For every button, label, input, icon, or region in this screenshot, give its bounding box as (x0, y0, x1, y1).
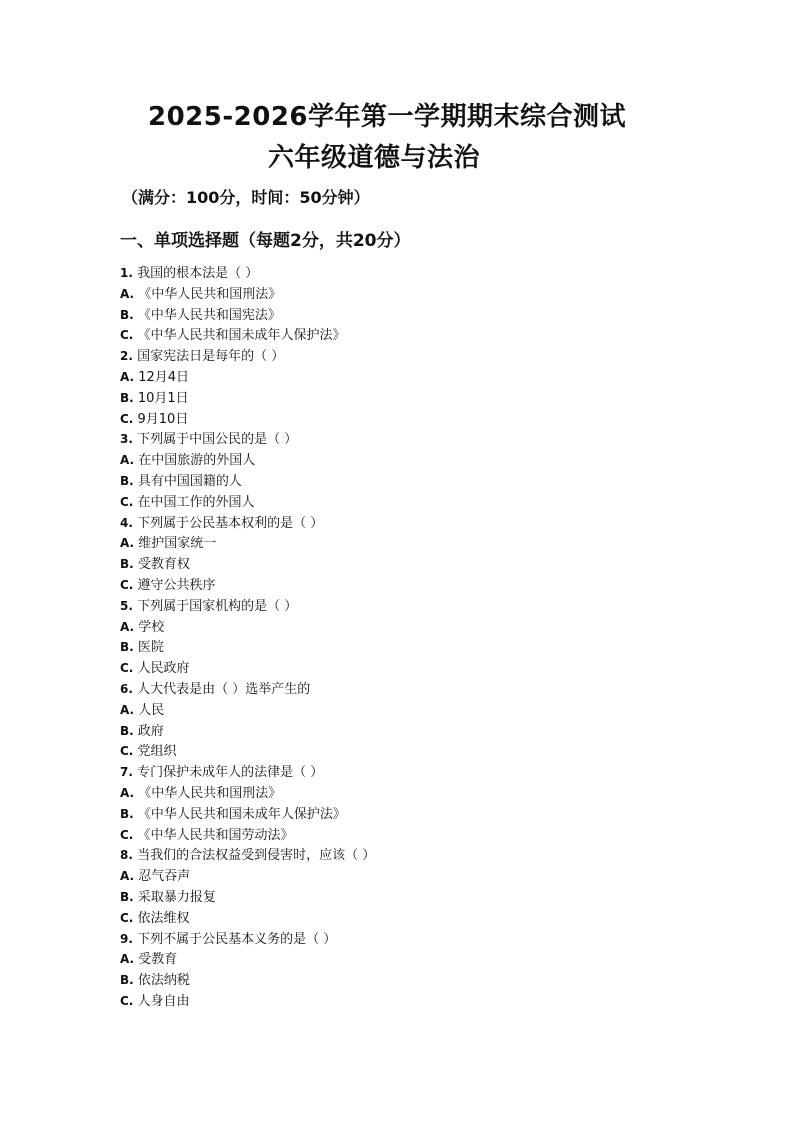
option-text: 9月10日 (137, 411, 189, 427)
option-letter: C. (120, 494, 134, 509)
answer-option (120, 305, 720, 326)
option-text: 人身自由 (137, 993, 190, 1009)
option-letter: B. (120, 557, 134, 572)
answer-option (120, 450, 720, 471)
question-text: 人大代表是由（ ）选举产生的 (137, 681, 311, 697)
answer-option (120, 367, 720, 388)
answer-option (120, 866, 720, 887)
question-text: 下列属于中国公民的是（ ） (137, 432, 298, 448)
option-letter: B. (120, 307, 134, 322)
answer-option (120, 804, 720, 825)
question-text: 下列属于公民基本权利的是（ ） (137, 515, 324, 531)
option-letter: C. (120, 827, 134, 842)
option-letter: C. (120, 328, 134, 343)
option-letter: A. (120, 702, 135, 717)
option-letter: C. (120, 577, 134, 592)
answer-option (120, 991, 720, 1012)
answer-option (120, 637, 720, 658)
question-text: 专门保护未成年人的法律是（ ） (137, 765, 324, 781)
answer-option (120, 533, 720, 554)
answer-option (120, 658, 720, 679)
option-letter: B. (120, 973, 134, 988)
option-letter: B. (120, 889, 134, 904)
option-letter: C. (120, 411, 134, 426)
option-text: 政府 (137, 723, 164, 739)
question-number: 8. (120, 848, 133, 863)
option-text: 在中国工作的外国人 (137, 494, 255, 510)
question-number: 2. (120, 349, 133, 364)
option-text: 学校 (138, 619, 165, 635)
option-letter: A. (120, 619, 135, 634)
answer-option (120, 575, 720, 596)
option-letter: B. (120, 640, 134, 655)
option-text: 在中国旅游的外国人 (138, 453, 256, 469)
answer-option (120, 617, 720, 638)
option-letter: A. (120, 453, 135, 468)
question-text: 下列不属于公民基本义务的是（ ） (137, 931, 337, 947)
answer-option (120, 887, 720, 908)
question-stem (120, 263, 720, 284)
question-stem (120, 596, 720, 617)
option-letter: B. (120, 473, 134, 488)
option-text: 维护国家统一 (138, 536, 217, 552)
question-stem (120, 346, 720, 367)
option-text: 依法维权 (137, 910, 190, 926)
section-heading: 一、单项选择题（每题2分，共20分） (120, 231, 411, 251)
option-letter: C. (120, 910, 134, 925)
answer-option (120, 471, 720, 492)
exam-info: （满分：100分，时间：50分钟） (122, 188, 370, 207)
question-stem (120, 679, 720, 700)
option-text: 人民政府 (137, 661, 190, 677)
option-text: 依法纳税 (137, 973, 190, 989)
answer-option (120, 783, 720, 804)
option-text: 具有中国国籍的人 (137, 473, 242, 489)
option-text: 12月4日 (138, 369, 190, 385)
question-number: 1. (120, 266, 133, 280)
exam-title: 2025-2026学年第一学期期末综合测试 (148, 102, 627, 132)
question-text: 国家宪法日是每年的（ ） (137, 349, 285, 365)
answer-option (120, 825, 720, 846)
question-text: 下列属于国家机构的是（ ） (137, 598, 298, 614)
question-text: 我国的根本法是（ ） (137, 266, 259, 281)
option-letter: B. (120, 390, 134, 405)
answer-option (120, 409, 720, 430)
option-text: 《中华人民共和国未成年人保护法》 (137, 328, 346, 344)
option-text: 《中华人民共和国宪法》 (137, 307, 281, 323)
answer-option (120, 492, 720, 513)
option-text: 《中华人民共和国刑法》 (138, 785, 282, 801)
option-letter: C. (120, 661, 134, 676)
option-letter: B. (120, 806, 134, 821)
option-text: 医院 (137, 640, 164, 656)
option-letter: C. (120, 993, 134, 1008)
answer-option (120, 949, 720, 970)
question-list (120, 263, 720, 1012)
question-stem (120, 845, 720, 866)
answer-option (120, 721, 720, 742)
question-number: 9. (120, 931, 133, 946)
answer-option (120, 325, 720, 346)
question-number: 7. (120, 765, 133, 780)
option-letter: A. (120, 785, 135, 800)
exam-subtitle: 六年级道德与法治 (268, 143, 481, 173)
question-stem (120, 513, 720, 534)
option-text: 人民 (138, 702, 165, 718)
question-stem (120, 929, 720, 950)
option-text: 党组织 (137, 744, 177, 760)
option-text: 《中华人民共和国未成年人保护法》 (137, 806, 346, 822)
option-text: 受教育 (138, 952, 178, 968)
answer-option (120, 741, 720, 762)
question-text: 当我们的合法权益受到侵害时，应该（ ） (137, 848, 376, 864)
question-number: 4. (120, 515, 133, 530)
option-text: 《中华人民共和国劳动法》 (137, 827, 294, 843)
option-letter: A. (120, 369, 135, 384)
question-stem (120, 762, 720, 783)
option-letter: A. (120, 869, 135, 884)
option-text: 10月1日 (137, 390, 189, 406)
option-text: 遵守公共秩序 (137, 577, 216, 593)
option-text: 受教育权 (137, 557, 190, 573)
answer-option (120, 284, 720, 305)
option-letter: A. (120, 286, 135, 301)
option-letter: A. (120, 536, 135, 551)
option-letter: B. (120, 723, 134, 738)
option-letter: C. (120, 744, 134, 759)
answer-option (120, 908, 720, 929)
option-text: 忍气吞声 (138, 869, 191, 885)
question-number: 6. (120, 681, 133, 696)
question-number: 5. (120, 598, 133, 613)
option-text: 采取暴力报复 (137, 889, 216, 905)
answer-option (120, 554, 720, 575)
option-letter: A. (120, 952, 135, 967)
question-stem (120, 429, 720, 450)
answer-option (120, 700, 720, 721)
answer-option (120, 970, 720, 991)
question-number: 3. (120, 432, 133, 447)
answer-option (120, 388, 720, 409)
option-text: 《中华人民共和国刑法》 (138, 286, 282, 302)
